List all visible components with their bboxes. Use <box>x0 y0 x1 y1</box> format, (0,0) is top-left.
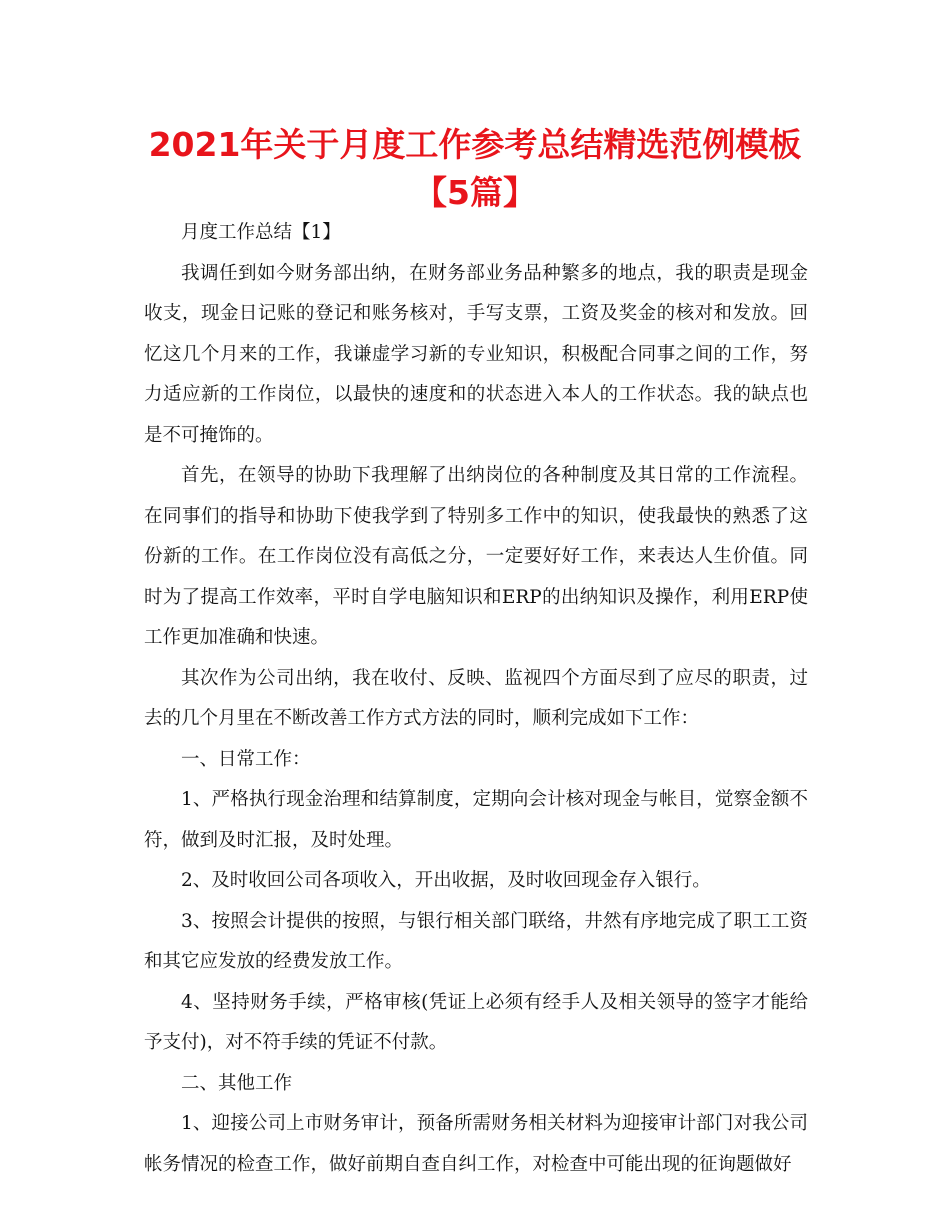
document-title-line1: 2021年关于月度工作参考总结精选范例模板 <box>148 125 802 164</box>
subheading: 二、其他工作 <box>181 1072 293 1094</box>
paragraph: 其次作为公司出纳，我在收付、反映、监视四个方面尽到了应尽的职责，过去的几个月里在不断改善工作方式方法的同时，顺利完成如下工作： <box>144 667 808 729</box>
list-item: 1、严格执行现金治理和结算制度，定期向会计核对现金与帐目，觉察金额不符，做到及时汇报，及时处理。 <box>144 789 808 851</box>
paragraph: 首先，在领导的协助下我理解了出纳岗位的各种制度及其日常的工作流程。在同事们的指导和协助下使我学到了特别多工作中的知识，使我最快的熟悉了这份新的工作。在工作岗位没有高低之分，一定要好好工作，来表达人生价值。同时为了提高工作效率，平时自学电脑知识和ERP的出纳知识及操作，利用ERP使工作更加准确和快速。 <box>144 465 808 648</box>
list-item: 1、迎接公司上市财务审计，预备所需财务相关材料为迎接审计部门对我公司帐务情况的检查工作，做好前期自查自纠工作，对检查中可能出现的征询题做好 <box>144 1113 808 1175</box>
subheading: 一、日常工作： <box>181 748 311 770</box>
document-title-line2: 【5篇】 <box>414 173 536 212</box>
list-item: 2、及时收回公司各项收入，开出收据，及时收回现金存入银行。 <box>181 870 711 891</box>
document-body <box>144 213 808 1185</box>
list-item: 3、按照会计提供的按照，与银行相关部门联络，井然有序地完成了职工工资和其它应发放的经费发放工作。 <box>144 910 808 972</box>
list-item: 4、坚持财务手续，严格审核(凭证上必须有经手人及相关领导的签字才能给予支付)，对不符手续的凭证不付款。 <box>144 991 808 1053</box>
paragraph: 我调任到如今财务部出纳，在财务部业务品种繁多的地点，我的职责是现金收支，现金日记账的登记和账务核对，手写支票，工资及奖金的核对和发放。回忆这几个月来的工作，我谦虚学习新的专业知识，积极配合同事之间的工作，努力适应新的工作岗位，以最快的速度和的状态进入本人的工作状态。我的缺点也是不可掩饰的。 <box>144 262 808 446</box>
section-heading: 月度工作总结【1】 <box>181 222 341 243</box>
